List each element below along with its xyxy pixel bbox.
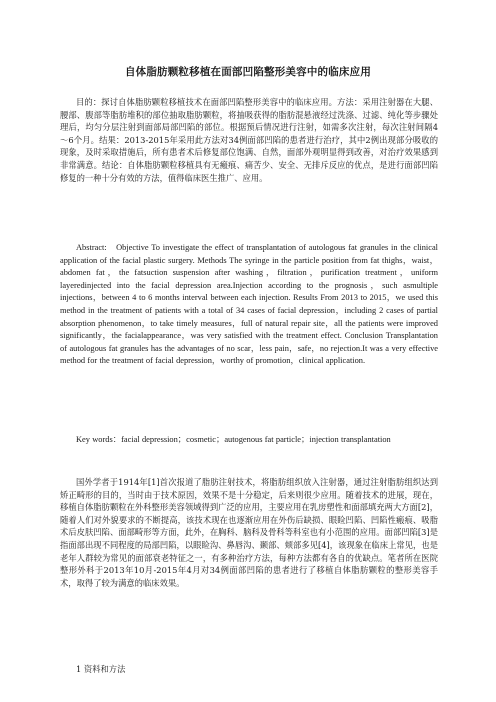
keywords-text: Key words：facial depression；cosmetic；autogenous fat particle；injection transplantation [76,435,391,444]
section-heading-materials-methods: 1 资料和方法 [76,664,126,674]
abstract-english [60,242,438,368]
keywords [60,434,438,447]
abstract-chinese-text: 目的：探讨自体脂肪颗粒移植技术在面部凹陷整形美容中的临床应用。方法：采用注射器在大腿、腰部、腹部等脂肪堆积的部位抽取脂肪颗粒，将抽吸获得的脂肪混悬液经过洗涤、过滤、纯化等步骤处理后，均匀分层注射到面部局部凹陷的部位。根据预后情况进行注射，如需多次注射，每次注射间隔4～6个月。结果：2013-2015年采用此方法对34例面部凹陷的患者进行治疗，其中2例出现部分吸收的现象，及时采取措施后，所有患者术后修复部位饱满、自然，面部外观明显得到改善，对治疗效果感到非常满意。结论：自体脂肪颗粒移植具有无瘢痕、痛苦少、安全、无排斥反应的优点，是进行面部凹陷修复的一种十分有效的方法，值得临床医生推广、应用。 [60,97,438,183]
abstract-english-text: Abstract: Objective To investigate the effect of transplantation of autologous fat granules in the clinical application of the facial plastic surgery. Methods The syringe in the particle position from fat thighs，waist，abdomen fat，the fatsuction suspension after washing，filtration，purification treatment，uniform layeredinjected into the facial depression area.Injection according to the prognosis，such asmultiple injections，between 4 to 6 months interval between each injection. Results From 2013 to 2015，we used this method in the treatment of patients with a total of 34 cases of facial depression，including 2 cases of partial absorption phenomenon，to take timely measures，full of natural repair site，all the patients were improved significantly，the facialappearance，was very satisfied with the treatment effect. Conclusion Transplantation of autologous fat granules has the advantages of no scar，less pain，safe，no rejection.It was a very effective method for the treatment of facial depression，worthy of promotion，clinical application. [60,243,438,366]
introduction-text: 国外学者于1914年[1]首次报道了脂肪注射技术，将脂肪组织放入注射器，通过注射脂肪组织达到矫正畸形的目的，当时由于技术原因，效果不是十分稳定，后来则很少应用。随着技术的进展，现在，移植自体脂肪颗粒在外科整形美容领域得到广泛的应用，主要应用在乳房塑性和面部填充两大方面[2]，随着人们对外貌要求的不断提高，该技术现在也逐渐应用在外伤后缺损、眼睑凹陷、凹陷性瘢痕、吸脂术后皮肤凹陷、面部畸形等方面，此外，在胸科、脑科及骨科等科室也有小范围的应用。面部凹陷[3]是指面部出现不同程度的局部凹陷，以眼睑沟、鼻唇沟、颞部、颊部多见[4]，该现象在临床上常见，也是老年人群较为常见的面部衰老特征之一，有多种治疗方法，每种方法都有各自的优缺点。笔者所在医院整形外科于2013年10月-2015年4月对34例面部凹陷的患者进行了移植自体脂肪颗粒的整形美容手术，取得了较为满意的临床效果。 [60,477,438,588]
paper-title: 自体脂肪颗粒移植在面部凹陷整形美容中的临床应用 [124,66,372,78]
abstract-chinese [60,96,438,184]
introduction [60,476,438,589]
